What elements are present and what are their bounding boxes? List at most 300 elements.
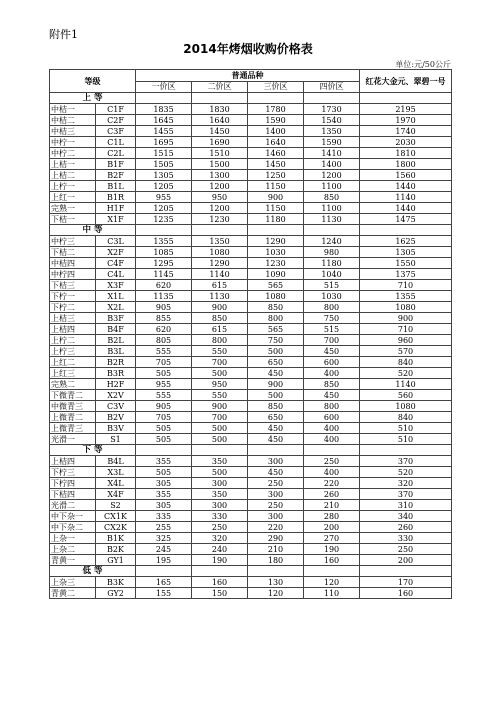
grade-code-cell: B1F bbox=[96, 159, 136, 170]
grade-name-cell: 下柠一 bbox=[50, 291, 96, 302]
zone-price-cell: 955 bbox=[136, 379, 192, 390]
grade-code-cell: X3L bbox=[96, 467, 136, 478]
grade-code-cell: B3K bbox=[96, 577, 136, 588]
zone-price-cell: 1200 bbox=[304, 170, 360, 181]
special-price-cell: 560 bbox=[360, 390, 452, 401]
grade-code-cell: B4F bbox=[96, 324, 136, 335]
zone-price-cell: 250 bbox=[248, 478, 304, 489]
zone-price-cell: 450 bbox=[248, 467, 304, 478]
zone-price-cell: 650 bbox=[248, 357, 304, 368]
grade-code-cell: B2R bbox=[96, 357, 136, 368]
grade-code-cell: B3R bbox=[96, 368, 136, 379]
section-filler-cell bbox=[248, 93, 304, 104]
grade-name-cell: 青黄二 bbox=[50, 588, 96, 599]
grade-code-cell: C1L bbox=[96, 137, 136, 148]
zone-price-cell: 1780 bbox=[248, 104, 304, 115]
zone-price-cell: 165 bbox=[136, 577, 192, 588]
grade-name-cell: 中桔二 bbox=[50, 115, 96, 126]
section-filler-cell bbox=[192, 225, 248, 236]
table-row bbox=[50, 357, 452, 368]
section-title: 上 等 bbox=[50, 93, 136, 104]
zone-price-cell: 555 bbox=[136, 346, 192, 357]
grade-name-cell: 上桔四 bbox=[50, 456, 96, 467]
zone-price-cell: 245 bbox=[136, 544, 192, 555]
section-filler-cell bbox=[192, 93, 248, 104]
table-row bbox=[50, 170, 452, 181]
zone-price-cell: 330 bbox=[192, 511, 248, 522]
zone-price-cell: 1835 bbox=[136, 104, 192, 115]
grade-name-cell: 下桔二 bbox=[50, 247, 96, 258]
section-title: 下 等 bbox=[50, 445, 136, 456]
special-price-cell: 570 bbox=[360, 346, 452, 357]
zone-price-cell: 1290 bbox=[248, 236, 304, 247]
zone-price-cell: 325 bbox=[136, 533, 192, 544]
zone-price-cell: 750 bbox=[248, 335, 304, 346]
zone-price-cell: 1290 bbox=[192, 258, 248, 269]
zone-price-cell: 500 bbox=[248, 390, 304, 401]
zone-price-cell: 320 bbox=[192, 533, 248, 544]
table-row bbox=[50, 115, 452, 126]
zone-header: 一价区 bbox=[136, 81, 192, 93]
special-price-cell: 2195 bbox=[360, 104, 452, 115]
grade-name-cell: 下桔四 bbox=[50, 489, 96, 500]
special-price-cell: 160 bbox=[360, 588, 452, 599]
zone-price-cell: 450 bbox=[248, 434, 304, 445]
zone-price-cell: 1205 bbox=[136, 181, 192, 192]
zone-price-cell: 1135 bbox=[136, 291, 192, 302]
special-price-cell: 1800 bbox=[360, 159, 452, 170]
section-filler-cell bbox=[360, 445, 452, 456]
zone-price-cell: 255 bbox=[136, 522, 192, 533]
zone-price-cell: 1510 bbox=[192, 148, 248, 159]
zone-price-cell: 1350 bbox=[304, 126, 360, 137]
section-title: 低 等 bbox=[50, 566, 136, 577]
section-filler-cell bbox=[192, 445, 248, 456]
zone-price-cell: 800 bbox=[192, 335, 248, 346]
zone-header: 三价区 bbox=[248, 81, 304, 93]
zone-price-cell: 160 bbox=[304, 555, 360, 566]
zone-price-cell: 850 bbox=[304, 192, 360, 203]
zone-price-cell: 355 bbox=[136, 489, 192, 500]
zone-price-cell: 600 bbox=[304, 412, 360, 423]
table-row bbox=[50, 544, 452, 555]
zone-price-cell: 305 bbox=[136, 500, 192, 511]
table-row bbox=[50, 269, 452, 280]
zone-price-cell: 950 bbox=[192, 379, 248, 390]
zone-price-cell: 210 bbox=[248, 544, 304, 555]
table-row bbox=[50, 423, 452, 434]
section-filler-cell bbox=[304, 566, 360, 577]
zone-price-cell: 620 bbox=[136, 280, 192, 291]
grade-code-cell: H2F bbox=[96, 379, 136, 390]
zone-price-cell: 1640 bbox=[192, 115, 248, 126]
grade-code-cell: CX2K bbox=[96, 522, 136, 533]
special-price-cell: 710 bbox=[360, 324, 452, 335]
special-price-cell: 1560 bbox=[360, 170, 452, 181]
section-filler-cell bbox=[248, 225, 304, 236]
unit-label: 单位:元/50公斤 bbox=[395, 60, 451, 69]
zone-price-cell: 1455 bbox=[136, 126, 192, 137]
table-row bbox=[50, 236, 452, 247]
special-price-cell: 1810 bbox=[360, 148, 452, 159]
grade-name-cell: 下桔一 bbox=[50, 214, 96, 225]
zone-price-cell: 450 bbox=[248, 423, 304, 434]
table-body bbox=[50, 93, 452, 599]
zone-price-cell: 220 bbox=[248, 522, 304, 533]
section-header-row bbox=[50, 225, 452, 236]
grade-name-cell: 上微青二 bbox=[50, 412, 96, 423]
grade-code-cell: C1F bbox=[96, 104, 136, 115]
zone-price-cell: 1085 bbox=[136, 247, 192, 258]
section-filler-cell bbox=[360, 225, 452, 236]
zone-price-cell: 450 bbox=[304, 346, 360, 357]
special-price-cell: 320 bbox=[360, 478, 452, 489]
zone-price-cell: 1305 bbox=[136, 170, 192, 181]
zone-price-cell: 290 bbox=[248, 533, 304, 544]
table-row bbox=[50, 192, 452, 203]
zone-price-cell: 555 bbox=[136, 390, 192, 401]
section-header-row bbox=[50, 93, 452, 104]
section-filler-cell bbox=[192, 566, 248, 577]
table-row bbox=[50, 456, 452, 467]
zone-price-cell: 1540 bbox=[304, 115, 360, 126]
section-title: 中 等 bbox=[50, 225, 136, 236]
zone-price-cell: 800 bbox=[304, 302, 360, 313]
zone-price-cell: 1200 bbox=[192, 203, 248, 214]
price-table bbox=[49, 69, 452, 599]
grade-code-cell: B3F bbox=[96, 313, 136, 324]
zone-price-cell: 180 bbox=[248, 555, 304, 566]
zone-price-cell: 400 bbox=[304, 368, 360, 379]
grade-code-cell: X2F bbox=[96, 247, 136, 258]
grade-name-cell: 中下杂二 bbox=[50, 522, 96, 533]
table-row bbox=[50, 247, 452, 258]
grade-name-cell: 上柠三 bbox=[50, 346, 96, 357]
zone-price-cell: 200 bbox=[304, 522, 360, 533]
table-row bbox=[50, 401, 452, 412]
grade-name-cell: 上桔二 bbox=[50, 170, 96, 181]
zone-price-cell: 450 bbox=[248, 368, 304, 379]
zone-price-cell: 1230 bbox=[248, 258, 304, 269]
zone-price-cell: 1200 bbox=[192, 181, 248, 192]
zone-price-cell: 1130 bbox=[304, 214, 360, 225]
zone-price-cell: 505 bbox=[136, 368, 192, 379]
zone-price-cell: 1180 bbox=[304, 258, 360, 269]
special-variety-label: 红花大金元、翠碧一号 bbox=[365, 76, 446, 86]
page-title: 2014年烤烟收购价格表 bbox=[183, 42, 313, 56]
table-row bbox=[50, 137, 452, 148]
special-price-cell: 710 bbox=[360, 280, 452, 291]
zone-price-cell: 1460 bbox=[248, 148, 304, 159]
zone-price-cell: 1450 bbox=[192, 126, 248, 137]
zone-price-cell: 110 bbox=[304, 588, 360, 599]
table-row bbox=[50, 126, 452, 137]
table-row bbox=[50, 478, 452, 489]
zone-price-cell: 505 bbox=[136, 467, 192, 478]
zone-price-cell: 1690 bbox=[192, 137, 248, 148]
table-row bbox=[50, 280, 452, 291]
grade-code-cell: X1F bbox=[96, 214, 136, 225]
zone-price-cell: 850 bbox=[304, 379, 360, 390]
special-price-cell: 1305 bbox=[360, 247, 452, 258]
zone-price-cell: 120 bbox=[248, 588, 304, 599]
grade-code-cell: X2L bbox=[96, 302, 136, 313]
zone-price-cell: 955 bbox=[136, 192, 192, 203]
zone-price-cell: 155 bbox=[136, 588, 192, 599]
zone-price-cell: 1090 bbox=[248, 269, 304, 280]
section-filler-cell bbox=[304, 225, 360, 236]
zone-price-cell: 210 bbox=[304, 500, 360, 511]
grade-code-cell: C3F bbox=[96, 126, 136, 137]
zone-price-cell: 805 bbox=[136, 335, 192, 346]
zone-price-cell: 150 bbox=[192, 588, 248, 599]
zone-price-cell: 400 bbox=[304, 423, 360, 434]
special-price-cell: 1475 bbox=[360, 214, 452, 225]
special-price-cell: 1550 bbox=[360, 258, 452, 269]
zone-price-cell: 1400 bbox=[304, 159, 360, 170]
regular-variety-header: 普通品种 bbox=[136, 70, 360, 82]
grade-name-cell: 完熟一 bbox=[50, 203, 96, 214]
zone-price-cell: 800 bbox=[304, 401, 360, 412]
zone-price-cell: 300 bbox=[192, 478, 248, 489]
grade-name-cell: 完熟二 bbox=[50, 379, 96, 390]
zone-price-cell: 1100 bbox=[304, 203, 360, 214]
special-price-cell: 1140 bbox=[360, 192, 452, 203]
zone-price-cell: 160 bbox=[192, 577, 248, 588]
section-filler-cell bbox=[136, 566, 192, 577]
zone-header: 二价区 bbox=[192, 81, 248, 93]
zone-price-cell: 1400 bbox=[248, 126, 304, 137]
zone-price-cell: 350 bbox=[192, 456, 248, 467]
grade-code-cell: B4L bbox=[96, 456, 136, 467]
grade-name-cell: 下柠三 bbox=[50, 467, 96, 478]
special-price-cell: 2030 bbox=[360, 137, 452, 148]
zone-price-cell: 300 bbox=[248, 489, 304, 500]
section-filler-cell bbox=[304, 93, 360, 104]
grade-name-cell: 中桔一 bbox=[50, 104, 96, 115]
zone-price-cell: 750 bbox=[304, 313, 360, 324]
table-row bbox=[50, 522, 452, 533]
grade-code-cell: B1K bbox=[96, 533, 136, 544]
special-price-cell: 840 bbox=[360, 412, 452, 423]
special-price-cell: 900 bbox=[360, 313, 452, 324]
zone-price-cell: 1040 bbox=[304, 269, 360, 280]
grade-code-cell: B3L bbox=[96, 346, 136, 357]
zone-price-cell: 250 bbox=[192, 522, 248, 533]
special-price-cell: 520 bbox=[360, 368, 452, 379]
grade-code-cell: X1L bbox=[96, 291, 136, 302]
zone-price-cell: 615 bbox=[192, 324, 248, 335]
grade-code-cell: C3L bbox=[96, 236, 136, 247]
zone-price-cell: 1590 bbox=[304, 137, 360, 148]
table-row bbox=[50, 489, 452, 500]
zone-price-cell: 1295 bbox=[136, 258, 192, 269]
special-variety-header bbox=[360, 70, 452, 93]
zone-price-cell: 550 bbox=[192, 346, 248, 357]
zone-price-cell: 1505 bbox=[136, 159, 192, 170]
zone-header: 四价区 bbox=[304, 81, 360, 93]
zone-price-cell: 900 bbox=[192, 302, 248, 313]
grade-name-cell: 下桔三 bbox=[50, 280, 96, 291]
zone-price-cell: 800 bbox=[248, 313, 304, 324]
zone-price-cell: 355 bbox=[136, 456, 192, 467]
zone-price-cell: 1450 bbox=[248, 159, 304, 170]
section-filler-cell bbox=[248, 566, 304, 577]
grade-name-cell: 上杂二 bbox=[50, 544, 96, 555]
zone-price-cell: 1350 bbox=[192, 236, 248, 247]
zone-price-cell: 260 bbox=[304, 489, 360, 500]
grade-name-cell: 上红一 bbox=[50, 192, 96, 203]
table-row bbox=[50, 258, 452, 269]
special-price-cell: 510 bbox=[360, 434, 452, 445]
zone-price-cell: 1590 bbox=[248, 115, 304, 126]
grade-name-cell: 上微青三 bbox=[50, 423, 96, 434]
grade-name-cell: 中柠四 bbox=[50, 269, 96, 280]
table-row bbox=[50, 577, 452, 588]
special-price-cell: 340 bbox=[360, 511, 452, 522]
table-row bbox=[50, 104, 452, 115]
zone-price-cell: 1235 bbox=[136, 214, 192, 225]
zone-price-cell: 1080 bbox=[192, 247, 248, 258]
zone-price-cell: 565 bbox=[248, 280, 304, 291]
grade-code-cell: C4L bbox=[96, 269, 136, 280]
zone-price-cell: 305 bbox=[136, 478, 192, 489]
zone-price-cell: 190 bbox=[192, 555, 248, 566]
zone-price-cell: 1730 bbox=[304, 104, 360, 115]
grade-name-cell: 上杂一 bbox=[50, 533, 96, 544]
grade-name-cell: 中柠一 bbox=[50, 137, 96, 148]
table-row bbox=[50, 434, 452, 445]
table-header bbox=[50, 70, 452, 93]
zone-price-cell: 650 bbox=[248, 412, 304, 423]
grade-name-cell: 光滑二 bbox=[50, 500, 96, 511]
zone-price-cell: 1830 bbox=[192, 104, 248, 115]
special-price-cell: 1440 bbox=[360, 181, 452, 192]
section-filler-cell bbox=[136, 225, 192, 236]
special-price-cell: 1355 bbox=[360, 291, 452, 302]
zone-price-cell: 120 bbox=[304, 577, 360, 588]
table-row bbox=[50, 159, 452, 170]
zone-price-cell: 1300 bbox=[192, 170, 248, 181]
grade-name-cell: 中柠二 bbox=[50, 148, 96, 159]
table-row bbox=[50, 203, 452, 214]
zone-price-cell: 220 bbox=[304, 478, 360, 489]
zone-price-cell: 900 bbox=[192, 401, 248, 412]
special-price-cell: 960 bbox=[360, 335, 452, 346]
grade-name-cell: 中柠三 bbox=[50, 236, 96, 247]
zone-price-cell: 1230 bbox=[192, 214, 248, 225]
zone-price-cell: 905 bbox=[136, 302, 192, 313]
zone-price-cell: 855 bbox=[136, 313, 192, 324]
table-row bbox=[50, 555, 452, 566]
grade-code-cell: C2L bbox=[96, 148, 136, 159]
special-price-cell: 1375 bbox=[360, 269, 452, 280]
zone-price-cell: 1130 bbox=[192, 291, 248, 302]
table-row bbox=[50, 324, 452, 335]
zone-price-cell: 240 bbox=[192, 544, 248, 555]
zone-price-cell: 705 bbox=[136, 412, 192, 423]
zone-price-cell: 600 bbox=[304, 357, 360, 368]
zone-price-cell: 400 bbox=[304, 434, 360, 445]
grade-code-cell: X4F bbox=[96, 489, 136, 500]
grade-code-cell: B1R bbox=[96, 192, 136, 203]
special-price-cell: 1080 bbox=[360, 302, 452, 313]
section-filler-cell bbox=[248, 445, 304, 456]
zone-price-cell: 550 bbox=[192, 390, 248, 401]
grade-code-cell: GY2 bbox=[96, 588, 136, 599]
grade-code-cell: B2V bbox=[96, 412, 136, 423]
grade-name-cell: 下柠二 bbox=[50, 302, 96, 313]
zone-price-cell: 900 bbox=[248, 379, 304, 390]
grade-name-cell: 中下杂一 bbox=[50, 511, 96, 522]
zone-price-cell: 980 bbox=[304, 247, 360, 258]
section-filler-cell bbox=[304, 445, 360, 456]
zone-price-cell: 300 bbox=[248, 456, 304, 467]
zone-price-cell: 1410 bbox=[304, 148, 360, 159]
special-price-cell: 330 bbox=[360, 533, 452, 544]
special-price-cell: 310 bbox=[360, 500, 452, 511]
zone-price-cell: 280 bbox=[304, 511, 360, 522]
zone-price-cell: 1240 bbox=[304, 236, 360, 247]
special-price-cell: 510 bbox=[360, 423, 452, 434]
zone-price-cell: 1515 bbox=[136, 148, 192, 159]
zone-price-cell: 500 bbox=[192, 423, 248, 434]
table-row bbox=[50, 379, 452, 390]
grade-code-cell: C3V bbox=[96, 401, 136, 412]
zone-price-cell: 300 bbox=[192, 500, 248, 511]
zone-price-cell: 505 bbox=[136, 434, 192, 445]
zone-price-cell: 565 bbox=[248, 324, 304, 335]
zone-price-cell: 900 bbox=[248, 192, 304, 203]
zone-price-cell: 130 bbox=[248, 577, 304, 588]
zone-price-cell: 700 bbox=[192, 357, 248, 368]
grade-name-cell: 上桔一 bbox=[50, 159, 96, 170]
zone-price-cell: 1150 bbox=[248, 181, 304, 192]
table-row bbox=[50, 335, 452, 346]
zone-price-cell: 850 bbox=[192, 313, 248, 324]
zone-price-cell: 505 bbox=[136, 423, 192, 434]
table-row bbox=[50, 148, 452, 159]
section-filler-cell bbox=[136, 93, 192, 104]
zone-price-cell: 300 bbox=[248, 511, 304, 522]
zone-price-cell: 1355 bbox=[136, 236, 192, 247]
section-header-row bbox=[50, 566, 452, 577]
zone-price-cell: 700 bbox=[304, 335, 360, 346]
grade-code-cell: C2F bbox=[96, 115, 136, 126]
zone-price-cell: 335 bbox=[136, 511, 192, 522]
zone-price-cell: 270 bbox=[304, 533, 360, 544]
special-price-cell: 370 bbox=[360, 489, 452, 500]
table-row bbox=[50, 181, 452, 192]
grade-code-cell: B3V bbox=[96, 423, 136, 434]
special-price-cell: 1625 bbox=[360, 236, 452, 247]
zone-price-cell: 1145 bbox=[136, 269, 192, 280]
zone-price-cell: 400 bbox=[304, 467, 360, 478]
special-price-cell: 1080 bbox=[360, 401, 452, 412]
special-price-cell: 1140 bbox=[360, 379, 452, 390]
zone-price-cell: 1640 bbox=[248, 137, 304, 148]
grade-name-cell: 下微青二 bbox=[50, 390, 96, 401]
special-price-cell: 200 bbox=[360, 555, 452, 566]
grade-name-cell: 上柠二 bbox=[50, 335, 96, 346]
table-row bbox=[50, 368, 452, 379]
grade-name-cell: 中微青三 bbox=[50, 401, 96, 412]
grade-name-cell: 上红二 bbox=[50, 357, 96, 368]
grade-code-cell: CX1K bbox=[96, 511, 136, 522]
zone-price-cell: 500 bbox=[192, 368, 248, 379]
grade-name-cell: 下柠四 bbox=[50, 478, 96, 489]
table-row bbox=[50, 412, 452, 423]
